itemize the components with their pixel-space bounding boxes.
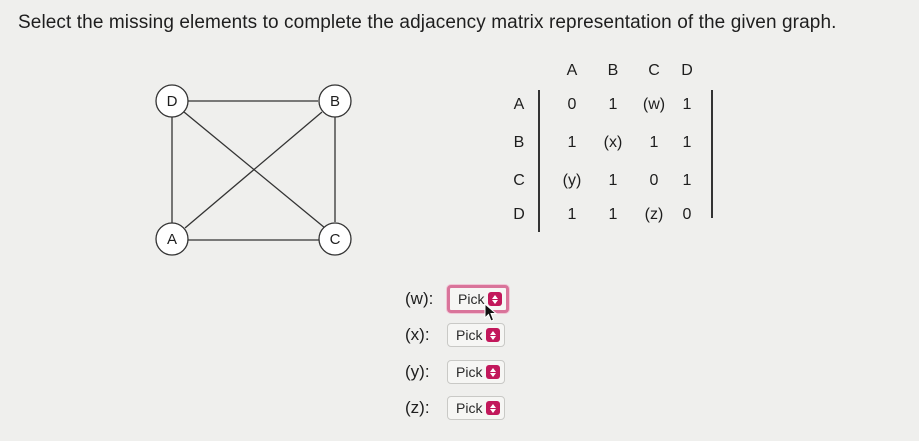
matrix-cell: 0 — [649, 172, 659, 189]
stepper-icon — [486, 328, 500, 342]
matrix-cell: (w) — [642, 96, 666, 113]
matrix-cell: (y) — [562, 172, 582, 189]
matrix-cell: 1 — [682, 172, 692, 189]
picker-z-select[interactable] — [447, 396, 505, 420]
node-b — [319, 85, 351, 117]
matrix-cell: 1 — [567, 206, 577, 223]
node-d-label: D — [166, 93, 178, 110]
col-header-b: B — [607, 62, 619, 79]
matrix-cell: 1 — [682, 96, 692, 113]
picker-w-value: Pick — [458, 291, 485, 307]
stepper-icon — [486, 365, 500, 379]
picker-row-z — [405, 394, 505, 422]
picker-x-select[interactable] — [447, 323, 505, 347]
matrix-cell: 1 — [567, 134, 577, 151]
picker-y-value: Pick — [456, 364, 483, 380]
question-text: Select the missing elements to complete the adjacency matrix representation of the given graph. — [18, 12, 837, 33]
picker-label-w: (w): — [405, 289, 434, 308]
matrix-cell: 1 — [608, 96, 618, 113]
picker-label-z: (z): — [405, 398, 430, 417]
picker-y-select[interactable] — [447, 360, 505, 384]
row-header-d: D — [513, 206, 525, 223]
picker-row-y — [405, 358, 505, 386]
node-b-label: B — [329, 93, 341, 110]
picker-row-x — [405, 321, 505, 349]
node-c — [319, 223, 351, 255]
picker-z-value: Pick — [456, 400, 483, 416]
row-header-a: A — [513, 96, 525, 113]
matrix-right-bracket — [711, 90, 713, 218]
node-d — [156, 85, 188, 117]
row-header-b: B — [513, 134, 525, 151]
mouse-cursor-icon — [484, 303, 498, 323]
col-header-c: C — [648, 62, 660, 79]
node-a-label: A — [166, 231, 178, 248]
matrix-cell: (z) — [644, 206, 664, 223]
picker-label-y: (y): — [405, 362, 430, 381]
matrix-cell: 1 — [649, 134, 659, 151]
col-header-a: A — [566, 62, 578, 79]
node-a — [156, 223, 188, 255]
node-c-label: C — [329, 231, 341, 248]
matrix-left-bracket — [538, 90, 540, 232]
matrix-cell: 1 — [608, 172, 618, 189]
matrix-cell: 1 — [682, 134, 692, 151]
matrix-cell: 1 — [608, 206, 618, 223]
col-header-d: D — [681, 62, 693, 79]
row-header-c: C — [513, 172, 525, 189]
picker-x-value: Pick — [456, 327, 483, 343]
picker-label-x: (x): — [405, 325, 430, 344]
matrix-cell: (x) — [603, 134, 623, 151]
stepper-icon — [486, 401, 500, 415]
adjacency-matrix — [505, 62, 735, 232]
matrix-cell: 0 — [567, 96, 577, 113]
picker-w-select[interactable] — [447, 285, 509, 313]
matrix-cell: 0 — [682, 206, 692, 223]
